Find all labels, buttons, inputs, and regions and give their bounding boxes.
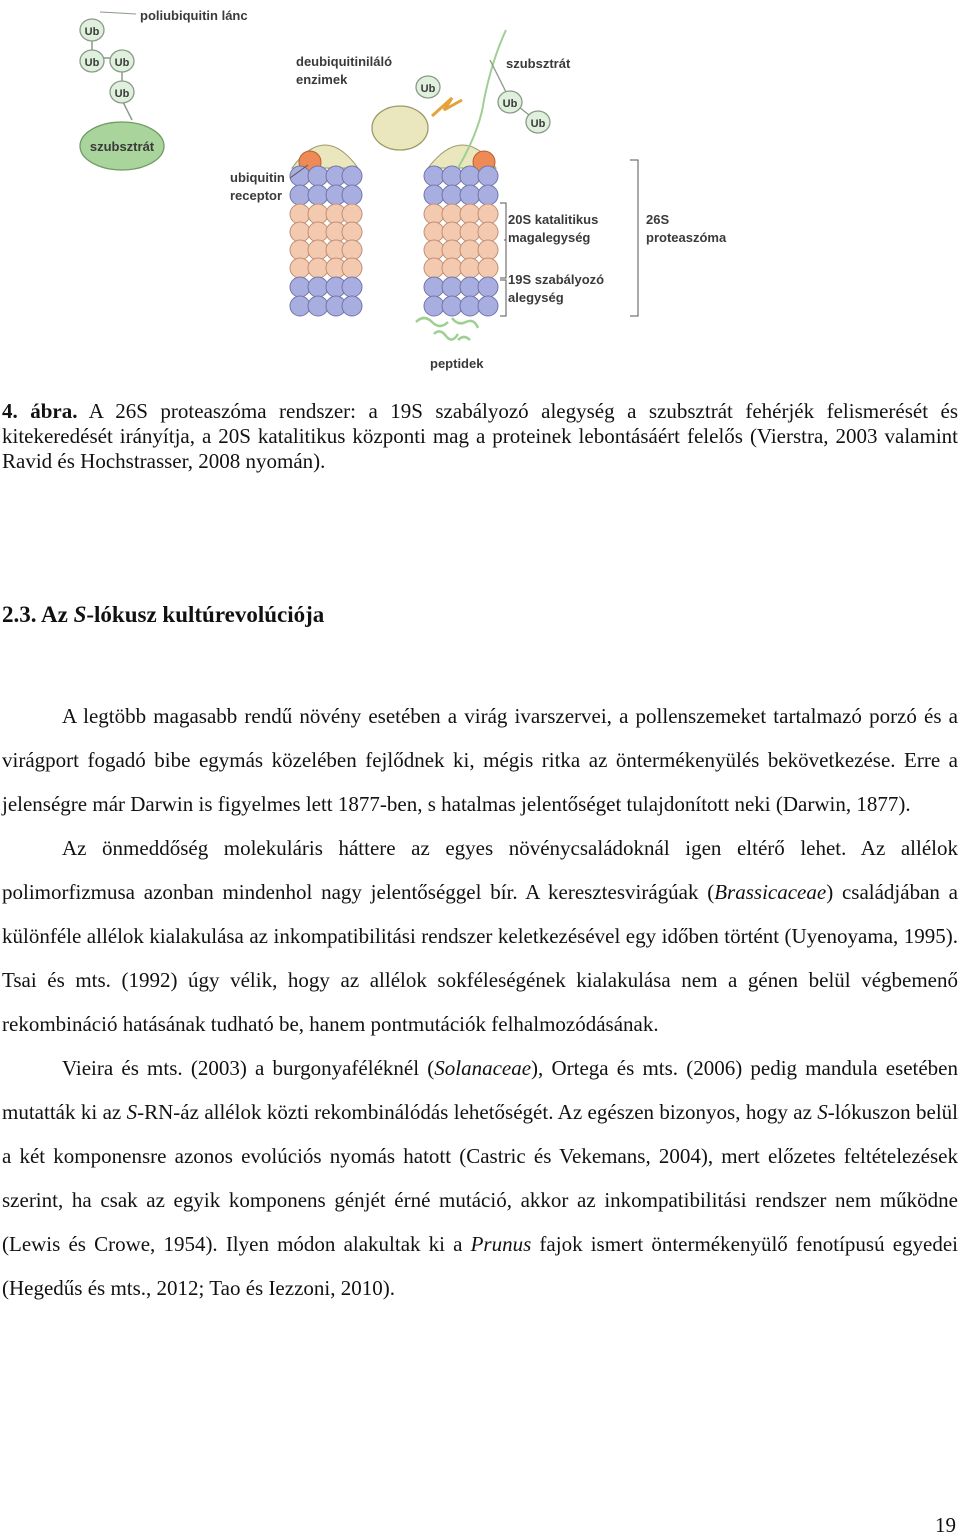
ubiquitin-chain [80,12,136,120]
page-number: 19 [935,1513,956,1537]
caption-text: A 26S proteaszóma rendszer: a 19S szabályozó alegység a szubsztrát fehérjék felismerését és kitekeredését irányítja, a 20S katalitikus központi mag a proteinek lebontásáért felelős (Vierstra, 2003 valamint Ravid és Hochstrasser, 2008 nyomán). [2,399,959,473]
ub-label: Ub [420,83,436,95]
ub-label: Ub [114,57,130,69]
catalytic-label-1: 20S katalitikus [508,212,599,227]
proteasome-label-1: 26S [646,212,670,227]
paragraph-3-italic-3: S [817,1100,828,1124]
proteasome-diagram [60,0,760,378]
regulatory-label-1: 19S szabályozó [508,272,605,287]
deubiquitinase-label-2: enzimek [296,72,348,87]
paragraph-2-text-a: Az önmeddőség molekuláris háttere az egyes növénycsaládoknál igen eltérő lehet. Az allélok polimorfizmusa azonban mindenhol nagy jelentőséggel bír. A keresztesvirágúak ( [2,836,958,904]
substrate-right-label: szubsztrát [506,56,571,71]
paragraph-3-italic-2: S [126,1100,138,1124]
peptides-label: peptidek [430,356,484,371]
figure-caption [2,399,958,474]
receptor-label-2: receptor [230,188,283,203]
heading-pre: Az [36,602,74,627]
paragraph-3 [2,1046,958,1310]
paragraph-3-italic-1: Solanaceae [434,1056,532,1080]
paragraph-3-text-c: -RN-áz allélok közti rekombinálódás lehetőségét. Az egészen bizonyos, hogy az [137,1100,818,1124]
proteasome-right [424,145,498,316]
catalytic-label-2: magalegység [508,230,591,245]
heading-number: 2.3. [2,602,37,627]
paragraph-3-text-a: Vieira és mts. (2003) a burgonyaféléknél ( [62,1056,435,1080]
paragraph-2-italic-1: Brassicaceae [714,880,827,904]
paragraph-3-text-d: -lókuszon belül a két komponensre azonos evolúciós nyomás hatott (Castric és Vekemans, 2004), mert előzetes feltételezések szerint, ha csak az egyik komponens génjét érné mutáció, akkor az inkompatibilitási rendszer nem működne (Lewis és Crowe, 1954). Ilyen módon alakultak ki a [2,1100,958,1256]
paragraph-2 [2,826,958,1046]
proteasome-figure [60,0,760,378]
heading-italic-s: S [73,602,87,627]
paragraph-1 [2,694,958,826]
ub-label: Ub [502,98,518,110]
caption-label: 4. ábra. [2,399,78,423]
ub-label: Ub [530,118,546,130]
substrate-left-label: szubsztrát [89,139,155,154]
paragraph-3-text-e: fajok ismert öntermékenyülő fenotípusú egyedei (Hegedűs és mts., 2012; Tao és Iezzoni, 2010). [2,1232,958,1300]
body-text [2,694,958,1310]
ub-label: Ub [114,88,130,100]
regulatory-label-2: alegység [508,290,564,305]
heading-post: -lókusz kultúrevolúciója [86,602,325,627]
deubiquitinase-enzyme [372,106,428,150]
peptides [416,318,478,340]
section-heading [2,602,324,628]
polyubiquitin-label: poliubiquitin lánc [140,8,248,23]
deubiquitinase-label-1: deubiquitiniláló [296,54,393,69]
paragraph-1-text: A legtöbb magasabb rendű növény esetében a virág ivarszervei, a pollenszemeket tartalmazó porzó és a virágport fogadó bibe egymás közelében fejlődnek ki, mégis ritka az öntermékenyülés bekövetkezése. Erre a jelenségre már Darwin is figyelmes lett 1877-ben, s hatalmas jelentőséget tulajdonított neki (Darwin, 1877). [2,704,958,816]
paragraph-3-italic-4: Prunus [470,1232,532,1256]
ub-label: Ub [84,26,100,38]
ub-label: Ub [84,57,100,69]
proteasome-label-2: proteaszóma [646,230,727,245]
receptor-label-1: ubiquitin [230,170,285,185]
paragraph-3-text-b: ), Ortega és mts. (2006) pedig mandula esetében mutatták ki az [2,1056,958,1124]
paragraph-2-text-b: ) családjában a különféle allélok kialakulása az inkompatibilitási rendszer keletkezésével egy időben történt (Uyenoyama, 1995). Tsai és mts. (1992) úgy vélik, hogy az allélok sokféleségének kialakulása nem a génen belül végbemenő rekombináció hatásának tudható be, hanem pontmutációk felhalmozódásának. [2,880,959,1036]
